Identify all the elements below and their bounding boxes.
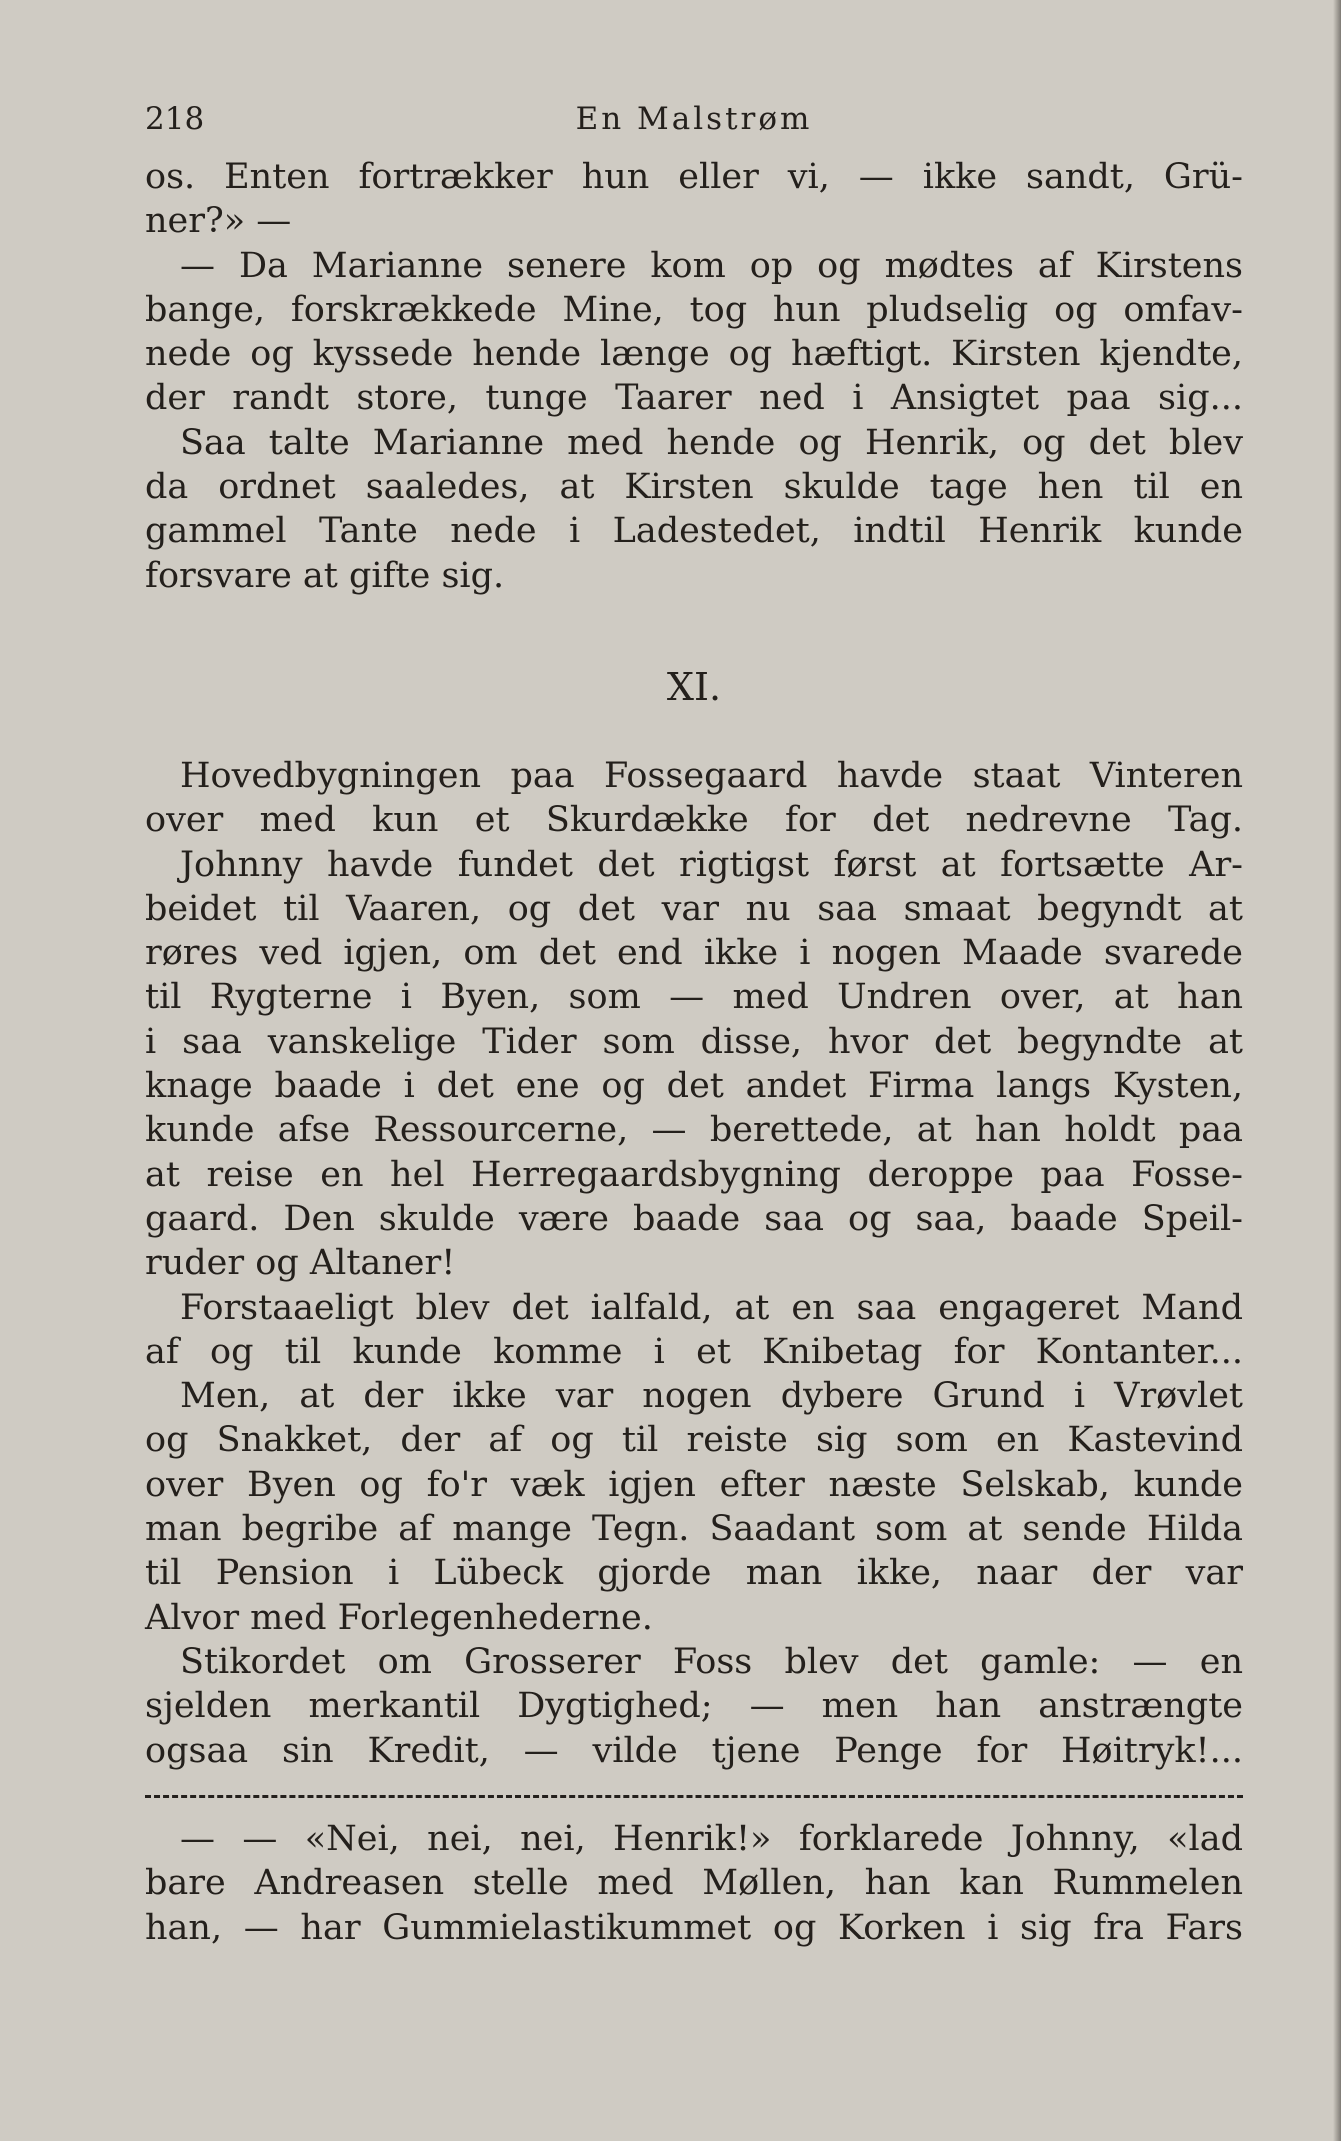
page-number: 218 bbox=[145, 101, 205, 137]
section-gap bbox=[145, 598, 1243, 656]
text-line: over med kun et Skurdække for det nedrevne Tag. bbox=[145, 800, 1243, 841]
running-title: En Malstrøm bbox=[575, 101, 813, 137]
text-line: han, — har Gummielastikummet og Korken i sig fra Fars bbox=[145, 1907, 1243, 1948]
text-line: gammel Tante nede i Ladestedet, indtil Henrik kunde bbox=[145, 511, 1243, 552]
text-line: gaard. Den skulde være baade saa og saa, baade Speil- bbox=[145, 1198, 1243, 1239]
text-line: Forstaaeligt blev det ialfald, at en saa engageret Mand bbox=[180, 1287, 1243, 1328]
text-line: knage baade i det ene og det andet Firma langs Kysten, bbox=[145, 1066, 1243, 1107]
text-line: da ordnet saaledes, at Kirsten skulde tage hen til en bbox=[145, 467, 1243, 508]
text-line: bange, forskrækkede Mine, tog hun pludselig og omfav- bbox=[145, 289, 1243, 330]
text-line: beidet til Vaaren, og det var nu saa smaat begyndt at bbox=[145, 888, 1243, 929]
text-line: — Da Marianne senere kom op og mødtes af Kirstens bbox=[180, 245, 1243, 286]
text-line: — — «Nei, nei, nei, Henrik!» forklarede Johnny, «lad bbox=[180, 1819, 1243, 1860]
text-line: Hovedbygningen paa Fossegaard havde staat Vinteren bbox=[180, 755, 1243, 796]
section-gap bbox=[145, 718, 1243, 754]
text-line: Johnny havde fundet det rigtigst først at fortsætte Ar- bbox=[180, 844, 1243, 885]
page-edge-shadow bbox=[1333, 0, 1341, 2141]
text-line: bare Andreasen stelle med Møllen, han kan Rummelen bbox=[145, 1863, 1243, 1904]
text-line: at reise en hel Herregaardsbygning deroppe paa Fosse- bbox=[145, 1154, 1243, 1195]
text-line: der randt store, tunge Taarer ned i Ansigtet paa sig... bbox=[145, 378, 1243, 419]
text-line: man begribe af mange Tegn. Saadant som at sende Hilda bbox=[145, 1509, 1243, 1550]
text-line: til Rygterne i Byen, som — med Undren over, at han bbox=[145, 977, 1243, 1018]
text-line: ruder og Altaner! bbox=[145, 1243, 456, 1284]
text-line: Men, at der ikke var nogen dybere Grund i Vrøvlet bbox=[180, 1376, 1243, 1417]
chapter-heading: XI. bbox=[666, 664, 722, 709]
text-line: Alvor med Forlegenhederne. bbox=[145, 1597, 653, 1638]
section-divider bbox=[145, 1773, 1243, 1817]
text-line: røres ved igjen, om det end ikke i nogen Maade svarede bbox=[145, 933, 1243, 974]
text-line: i saa vanskelige Tider som disse, hvor det begyndte at bbox=[145, 1021, 1243, 1062]
text-line: forsvare at gifte sig. bbox=[145, 555, 505, 596]
text-line: sjelden merkantil Dygtighed; — men han anstrængte bbox=[145, 1686, 1243, 1727]
text-line: af og til kunde komme i et Knibetag for Kontanter... bbox=[145, 1331, 1243, 1372]
text-line: nede og kyssede hende længe og hæftigt. Kirsten kjendte, bbox=[145, 334, 1243, 375]
text-line: ogsaa sin Kredit, — vilde tjene Penge for Høitryk!... bbox=[145, 1730, 1243, 1771]
text-line: ner?» — bbox=[145, 201, 292, 242]
text-line: til Pension i Lübeck gjorde man ikke, naar der var bbox=[145, 1553, 1243, 1594]
text-line: og Snakket, der af og til reiste sig som en Kastevind bbox=[145, 1420, 1243, 1461]
dashed-rule bbox=[145, 1795, 1243, 1798]
text-line: Saa talte Marianne med hende og Henrik, og det blev bbox=[180, 422, 1243, 463]
body-text bbox=[145, 155, 1243, 1950]
text-line: kunde afse Ressourcerne, — berettede, at han holdt paa bbox=[145, 1110, 1243, 1151]
text-line: os. Enten fortrækker hun eller vi, — ikke sandt, Grü- bbox=[145, 157, 1243, 197]
text-line: over Byen og fo'r væk igjen efter næste Selskab, kunde bbox=[145, 1464, 1243, 1505]
page-header bbox=[145, 95, 1243, 143]
text-line: Stikordet om Grosserer Foss blev det gamle: — en bbox=[180, 1641, 1243, 1682]
